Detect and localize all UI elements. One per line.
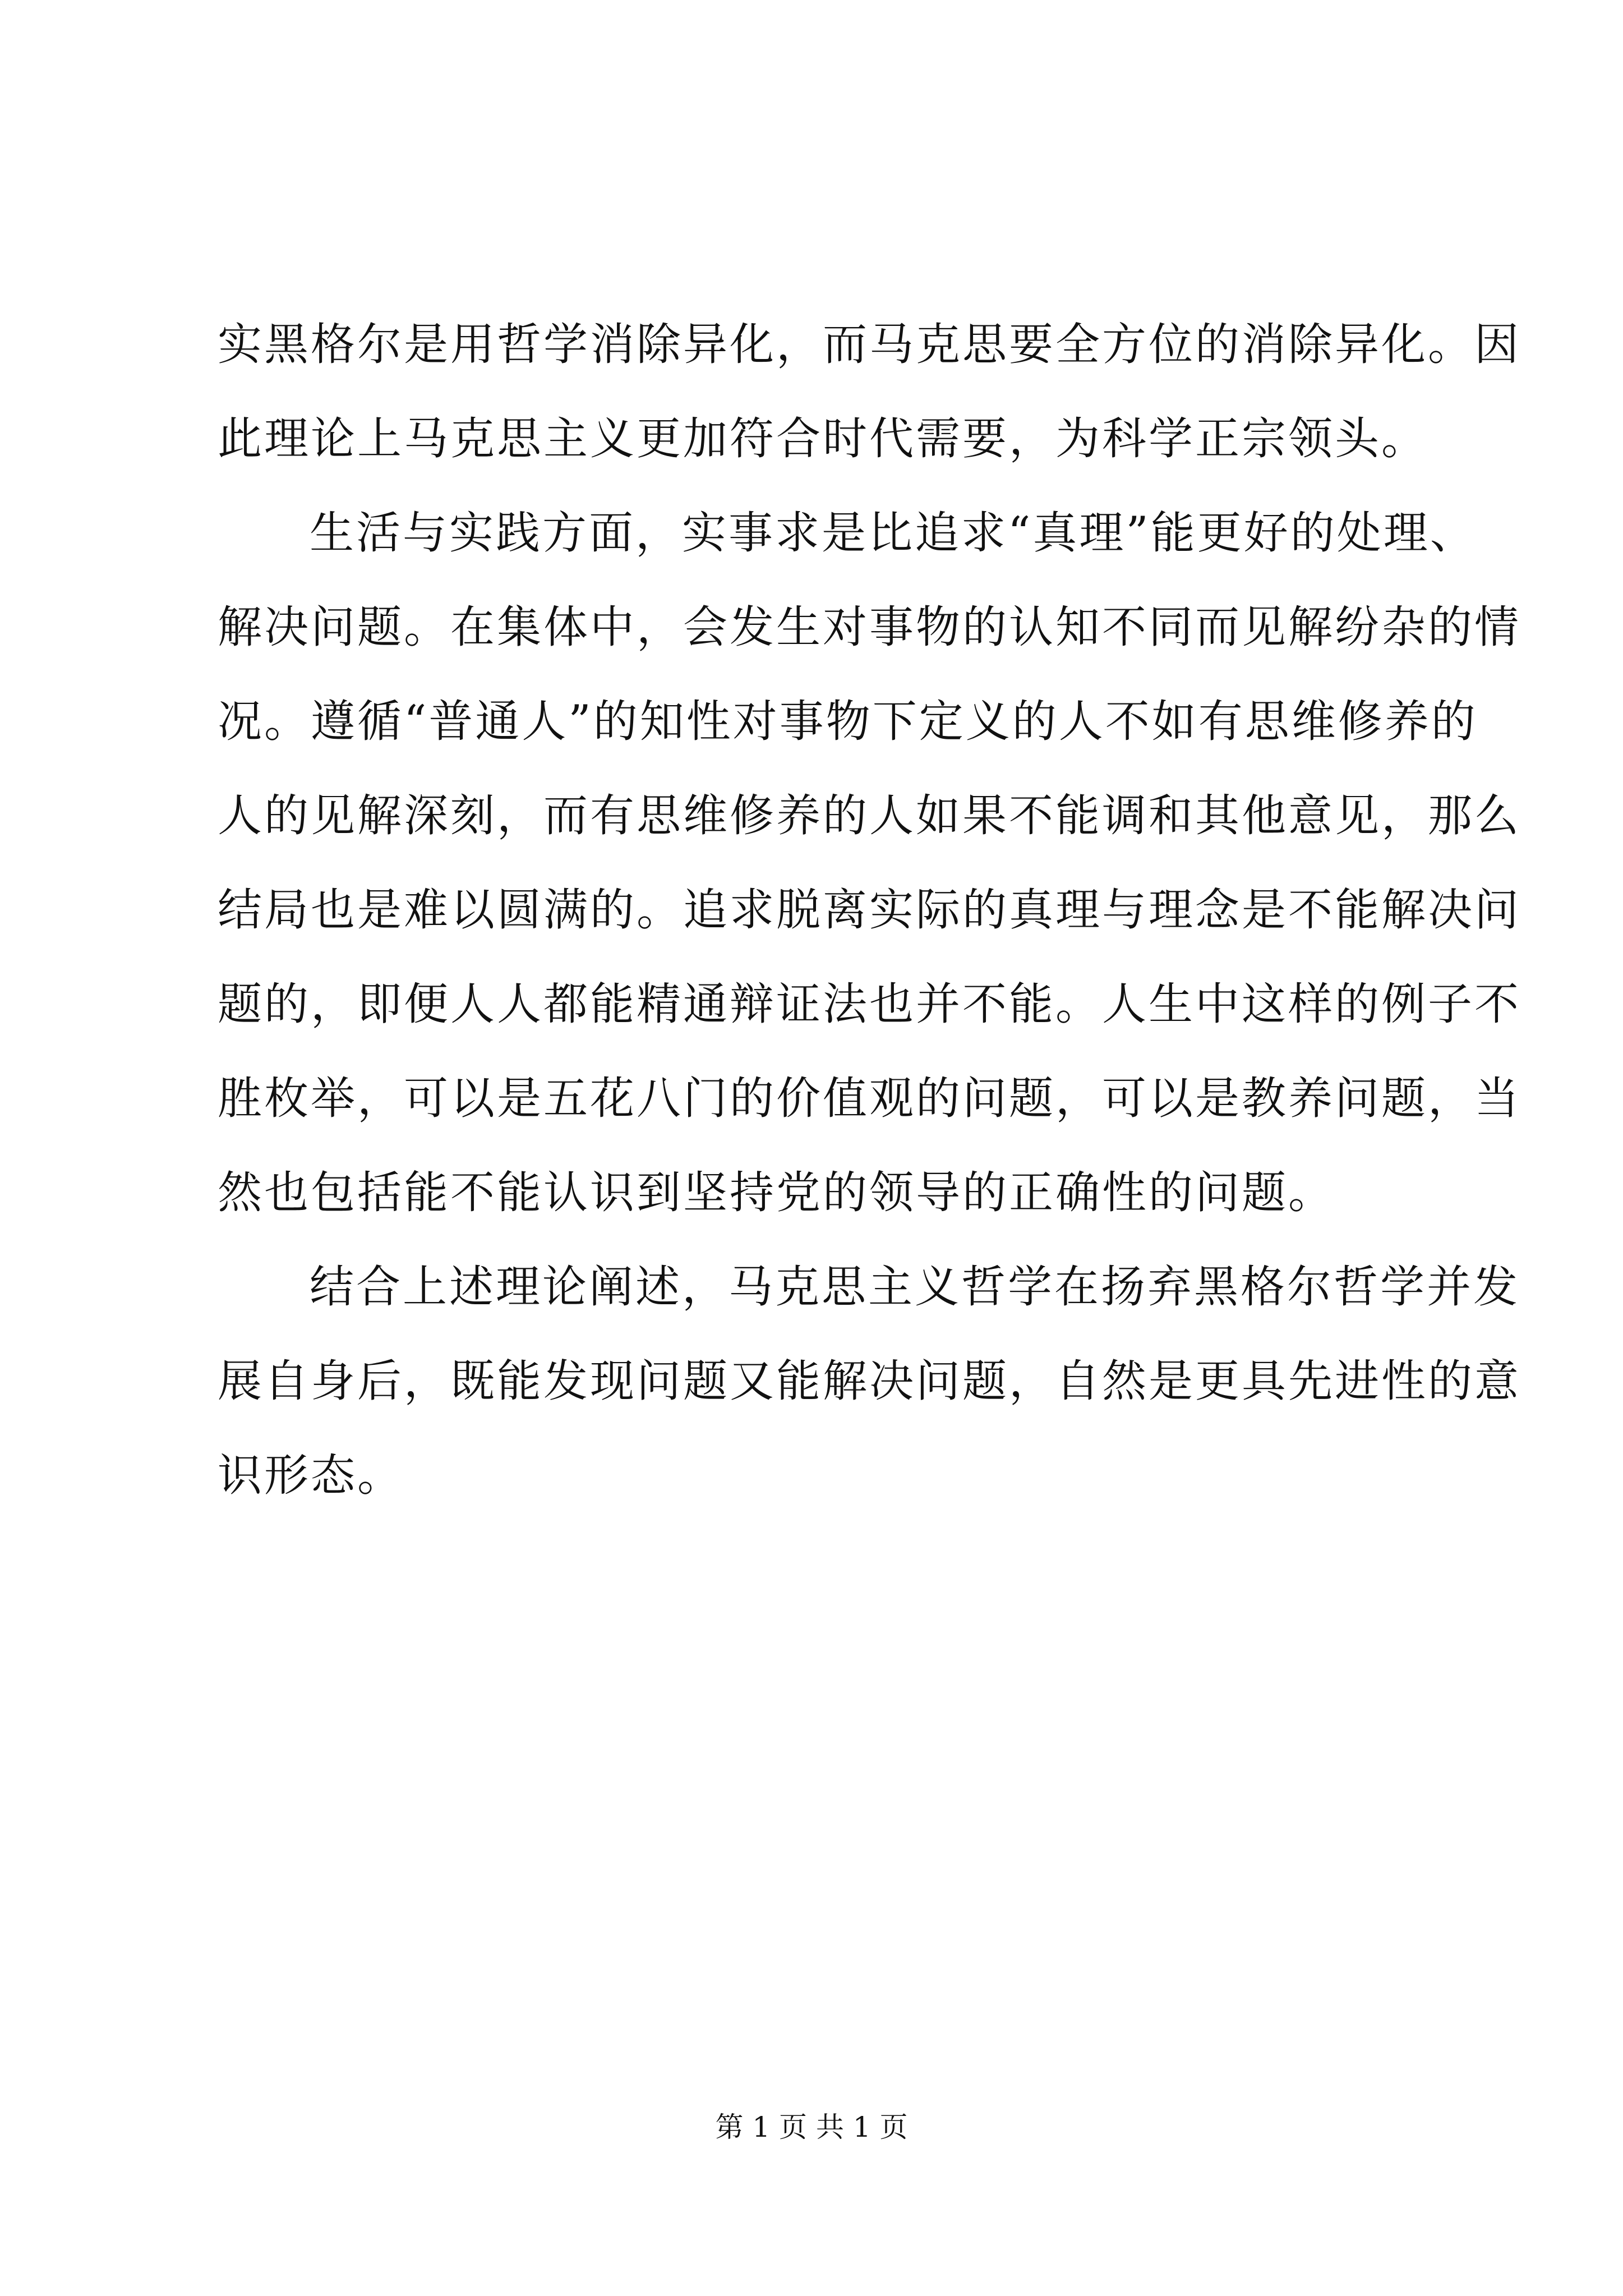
text-line: 识形态。 <box>218 1450 404 1501</box>
text-line: 展自身后，既能发现问题又能解决问题，自然是更具先进性的意 <box>218 1355 1521 1407</box>
text-line: 生活与实践方面，实事求是比追求“真理”能更好的处理、 <box>310 507 1477 559</box>
text-line: 胜枚举，可以是五花八门的价值观的问题，可以是教养问题，当 <box>218 1073 1521 1124</box>
text-line: 况。遵循“普通人”的知性对事物下定义的人不如有思维修养的 <box>218 696 1478 747</box>
document-body <box>218 297 1521 1522</box>
text-line: 题的，即便人人都能精通辩证法也并不能。人生中这样的例子不 <box>218 978 1521 1030</box>
text-line: 此理论上马克思主义更加符合时代需要，为科学正宗领头。 <box>218 413 1428 464</box>
text-line: 然也包括能不能认识到坚持党的领导的正确性的问题。 <box>218 1167 1335 1218</box>
text-line: 结合上述理论阐述，马克思主义哲学在扬弃黑格尔哲学并发 <box>310 1261 1520 1313</box>
text-line: 人的见解深刻，而有思维修养的人如果不能调和其他意见，那么 <box>218 790 1521 841</box>
text-line: 解决问题。在集体中，会发生对事物的认知不同而见解纷杂的情 <box>218 601 1521 653</box>
text-line: 实黑格尔是用哲学消除异化，而马克思要全方位的消除异化。因 <box>218 319 1521 370</box>
page-number-label: 第 1 页 共 1 页 <box>715 2111 908 2143</box>
text-line: 结局也是难以圆满的。追求脱离实际的真理与理念是不能解决问 <box>218 884 1521 936</box>
page-footer <box>0 2105 1623 2150</box>
